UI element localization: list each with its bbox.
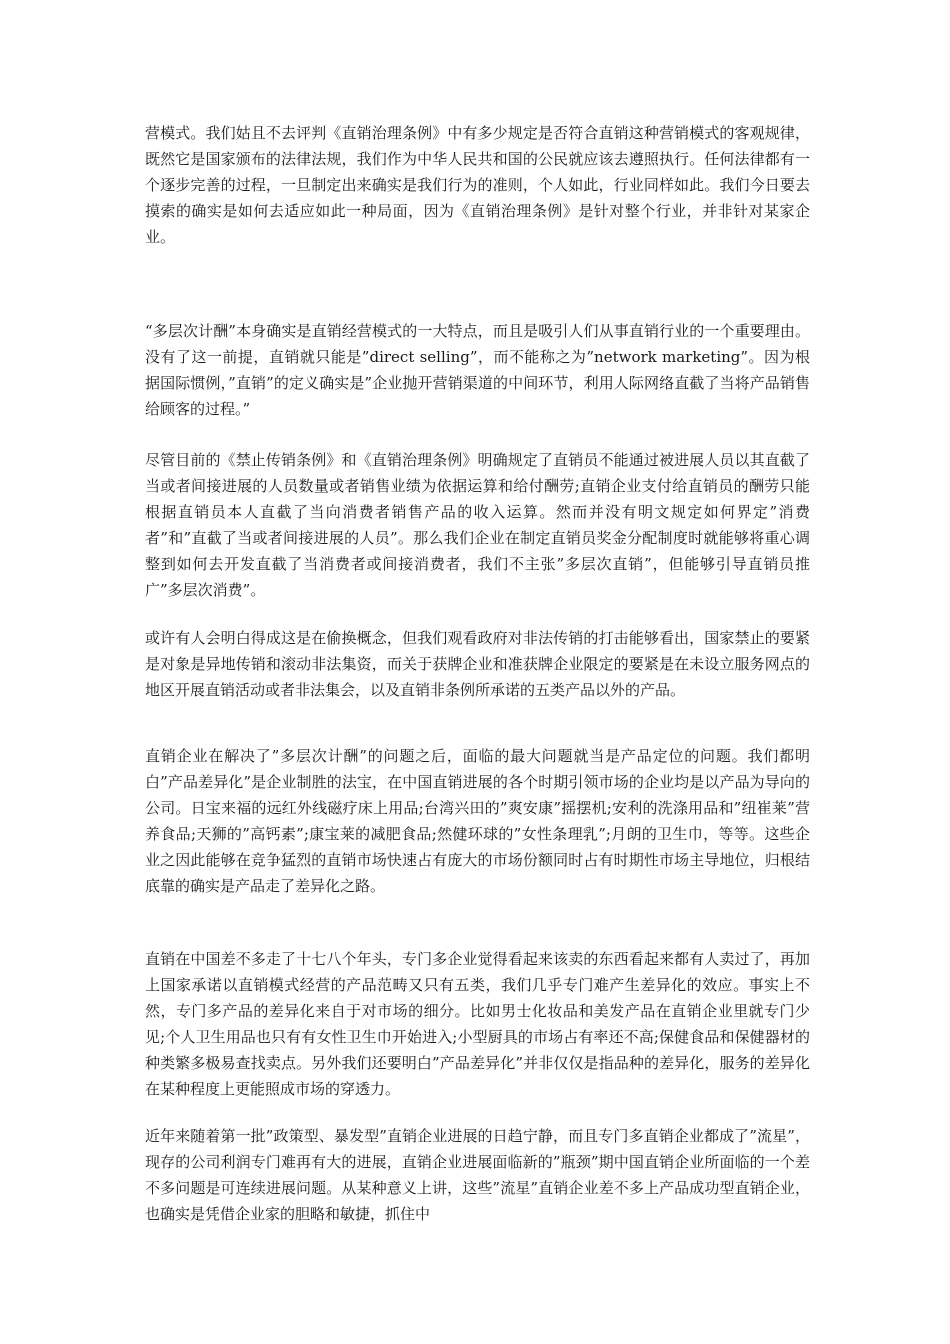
paragraph-5: 直销企业在解决了”多层次计酬”的问题之后，面临的最大问题就当是产品定位的问题。我们都明白”产品差异化”是企业制胜的法宝，在中国直销进展的各个时期引领市场的企业均是以产品为导向的公司。日宝来福的远红外线磁疗床上用品;台湾兴田的”爽安康”摇摆机;安利的洗涤用品和”纽崔莱”营养食品;天狮的”高钙素”;康宝莱的减肥食品;然健环球的”女性条理乳”;月朗的卫生巾，等等。这些企业之因此能够在竞争猛烈的直销市场快速占有庞大的市场份额同时占有时期性市场主导地位，归根结底靠的确实是产品走了差异化之路。 [145,747,810,895]
paragraph-6: 直销在中国差不多走了十七八个年头，专门多企业觉得看起来该卖的东西看起来都有人卖过了，再加上国家承诺以直销模式经营的产品范畴又只有五类，我们几乎专门难产生差异化的效应。事实上不然，专门多产品的差异化来自于对市场的细分。比如男士化妆品和美发产品在直销企业里就专门少见;个人卫生用品也只有有女性卫生巾开始进入;小型厨具的市场占有率还不高;保健食品和保健器材的种类繁多极易查找卖点。另外我们还要明白”产品差异化”并非仅仅是指品种的差异化，服务的差异化在某种程度上更能照成市场的穿透力。 [145,950,810,1098]
paragraph-3: 尽管目前的《禁止传销条例》和《直销治理条例》明确规定了直销员不能通过被进展人员以其直截了当或者间接进展的人员数量或者销售业绩为依据运算和给付酬劳;直销企业支付给直销员的酬劳只能根据直销员本人直截了当向消费者销售产品的收入运算。然而并没有明文规定如何界定”消费者”和”直截了当或者间接进展的人员”。那么我们企业在制定直销员奖金分配制度时就能够将重心调整到如何去开发直截了当消费者或间接消费者，我们不主张”多层次直销”，但能够引导直销员推广”多层次消费”。 [145,451,810,599]
paragraph-1: 营模式。我们姑且不去评判《直销治理条例》中有多少规定是否符合直销这种营销模式的客观规律，既然它是国家颁布的法律法规，我们作为中华人民共和国的公民就应该去遵照执行。任何法律都有一个逐步完善的过程，一旦制定出来确实是我们行为的准则，个人如此，行业同样如此。我们今日要去摸索的确实是如何去适应如此一种局面，因为《直销治理条例》是针对整个行业，并非针对某家企业。 [145,124,810,246]
paragraph-2: “多层次计酬”本身确实是直销经营模式的一大特点，而且是吸引人们从事直销行业的一个重要理由。没有了这一前提，直销就只能是”direct selling”，而不能称之为”network marketing”。因为根据国际惯例，”直销”的定义确实是”企业抛开营销渠道的中间环节，利用人际网络直截了当将产品销售给顾客的过程。” [145,322,810,418]
paragraph-4: 或许有人会明白得成这是在偷换概念，但我们观看政府对非法传销的打击能够看出，国家禁止的要紧是对象是异地传销和滚动非法集资，而关于获牌企业和准获牌企业限定的要紧是在未设立服务网点的地区开展直销活动或者非法集会，以及直销非条例所承诺的五类产品以外的产品。 [145,629,810,699]
paragraph-7: 近年来随着第一批”政策型、暴发型”直销企业进展的日趋宁静，而且专门多直销企业都成了”流星”，现存的公司利润专门难再有大的进展，直销企业进展面临新的”瓶颈”期中国直销企业所面临的一个差不多问题是可连续进展问题。从某种意义上讲，这些”流星”直销企业差不多上产品成功型直销企业，也确实是凭借企业家的胆略和敏捷，抓住中 [145,1127,810,1223]
